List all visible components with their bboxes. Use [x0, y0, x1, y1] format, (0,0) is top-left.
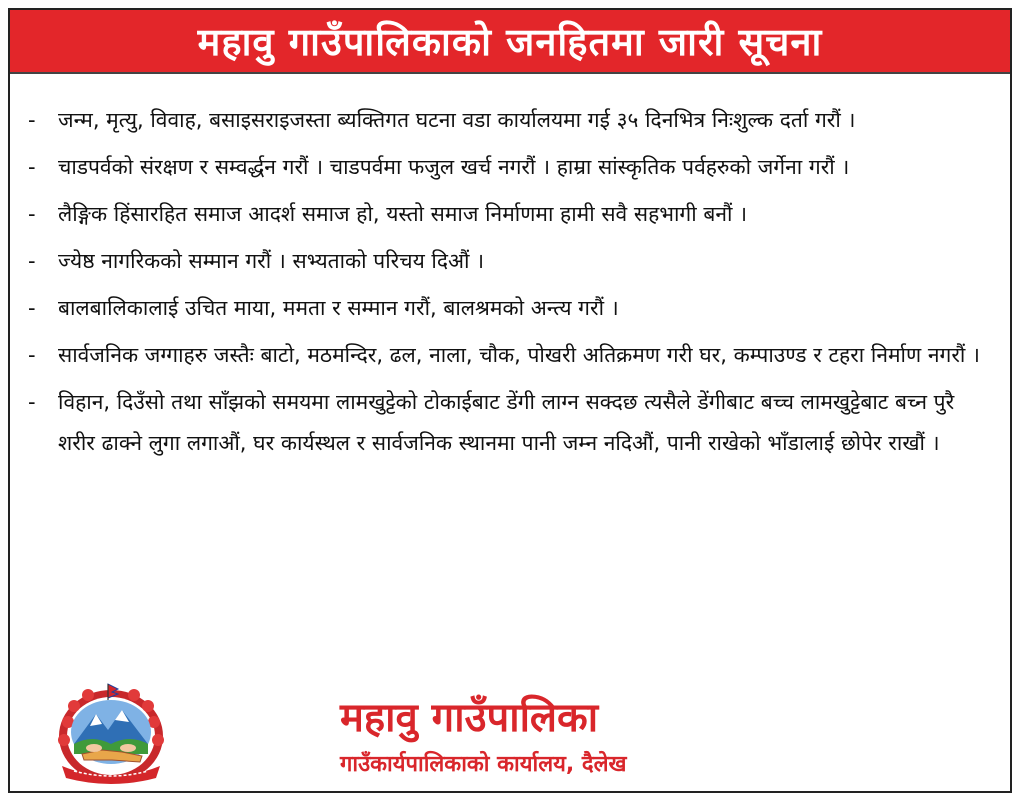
notice-item [24, 241, 996, 282]
notice-text: विहान, दिउँसो तथा साँझको समयमा लामखुट्टेको टोकाईबाट डेंगी लाग्न सक्दछ त्यसैले डेंगीबाट बच्च लामखुट्टेबाट बच्न पुरै शरीर ढाक्ने लुगा लगाऔं, घर कार्यस्थल र सार्वजनिक स्थानमा पानी जम्न नदिऔं, पानी राखेको भाँडालाई छोपेर राखौं । [58, 390, 955, 455]
notice-item [24, 288, 996, 329]
notice-item [24, 147, 996, 188]
notice-text: जन्म, मृत्यु, विवाह, बसाइसराइजस्ता ब्यक्तिगत घटना वडा कार्यालयमा गई ३५ दिनभित्र निःशुल्क दर्ता गरौं । [58, 108, 856, 132]
notice-board [8, 8, 1012, 793]
notice-list [24, 100, 996, 470]
bullet-dash: - [28, 249, 36, 273]
notice-text: सार्वजनिक जग्गाहरु जस्तैः बाटो, मठमन्दिर, ढल, नाला, चौक, पोखरी अतिक्रमण गरी घर, कम्पाउण्ड र टहरा निर्माण नगरौं । [58, 343, 980, 367]
organization-name: महावु गाउँपालिका [340, 695, 599, 741]
office-address: गाउँकार्यपालिकाको कार्यालय, दैलेख [340, 752, 627, 777]
notice-text: लैङ्गिक हिंसारहित समाज आदर्श समाज हो, यस्तो समाज निर्माणमा हामी सवै सहभागी बनौं । [58, 202, 748, 226]
notice-banner [10, 10, 1010, 74]
nepal-government-emblem-icon [52, 682, 170, 786]
notice-item [24, 382, 996, 464]
notice-text: चाडपर्वको संरक्षण र सम्वर्द्धन गरौं । चाडपर्वमा फजुल खर्च नगरौं । हाम्रा सांस्कृतिक पर्वहरुको जर्गेना गरौं । [58, 155, 850, 179]
bullet-dash: - [28, 296, 36, 320]
bullet-dash: - [28, 202, 36, 226]
bullet-dash: - [28, 343, 36, 367]
notice-item [24, 100, 996, 141]
footer-signature [10, 676, 1010, 792]
bullet-dash: - [28, 108, 36, 132]
bullet-dash: - [28, 155, 36, 179]
notice-item [24, 194, 996, 235]
notice-text: ज्येष्ठ नागरिकको सम्मान गरौं । सभ्यताको परिचय दिऔं । [58, 249, 485, 273]
notice-title: महावु गाउँपालिकाको जनहितमा जारी सूचना [197, 20, 823, 64]
notice-text: बालबालिकालाई उचित माया, ममता र सम्मान गरौं, बालश्रमको अन्त्य गरौं । [58, 296, 619, 320]
notice-item [24, 335, 996, 376]
bullet-dash: - [28, 390, 36, 414]
